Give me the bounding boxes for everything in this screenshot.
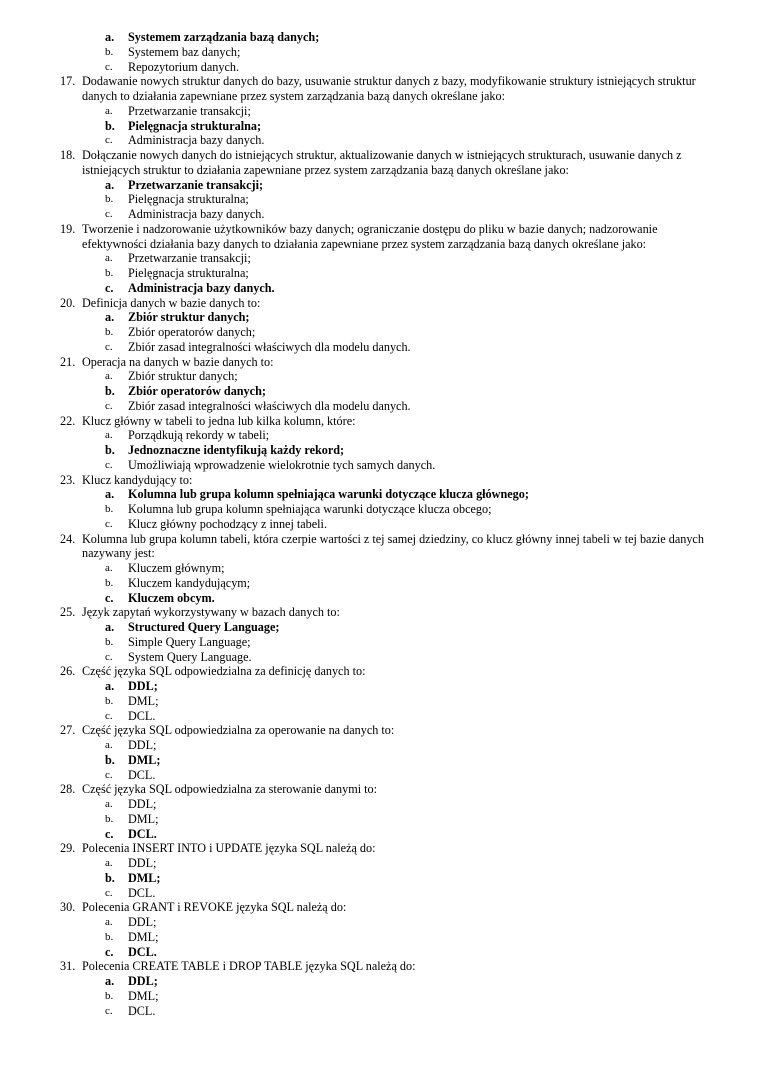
question-text: Klucz kandydujący to: (82, 472, 193, 487)
answer-text: DCL. (128, 885, 156, 900)
answer-label: a. (105, 252, 113, 265)
answer-option (0, 635, 760, 650)
question-number: 27. (60, 723, 76, 738)
question-number: 22. (60, 413, 76, 428)
answer-text: DDL; (128, 974, 158, 988)
answer-text: Jednoznaczne identyfikują każdy rekord; (128, 443, 345, 457)
answer-text: DDL; (128, 738, 157, 752)
answer-option-correct (0, 30, 760, 45)
answer-text: Przetwarzanie transakcji; (128, 251, 251, 266)
question-item (0, 148, 760, 178)
answer-option (0, 133, 760, 148)
question-item (0, 355, 760, 370)
answer-text: Klucz główny pochodzący z innej tabeli. (128, 516, 327, 531)
answer-option (0, 561, 760, 576)
answer-option (0, 207, 760, 222)
question-text: Tworzenie i nadzorowanie użytkowników bazy danych; ograniczanie dostępu do pliku w bazie danych; nadzorowanie efektywności działania bazy danych to działania zapewniane przez system zarządzania bazą danych określane jako: (82, 221, 658, 251)
question-number: 29. (60, 841, 76, 856)
answer-text: DML; (128, 752, 161, 767)
answer-text: DML; (128, 929, 159, 944)
answer-text: Umożliwiają wprowadzenie wielokrotnie tych samych danych. (128, 457, 436, 472)
answer-label: b. (105, 326, 114, 338)
answer-option-correct (0, 281, 760, 296)
answer-label: c. (105, 458, 113, 471)
answer-option (0, 650, 760, 665)
answer-label: c. (105, 944, 114, 959)
answer-text: Kolumna lub grupa kolumn spełniająca warunki dotyczące klucza głównego; (128, 487, 529, 502)
answer-text: Zbiór struktur danych; (128, 369, 238, 384)
answer-option (0, 104, 760, 119)
answer-text: Structured Query Language; (128, 620, 280, 634)
question-item (0, 414, 760, 429)
answer-label: a. (105, 177, 115, 192)
answer-option-correct (0, 591, 760, 606)
question-number: 20. (60, 295, 76, 310)
answer-option (0, 576, 760, 591)
answer-option (0, 989, 760, 1004)
question-item (0, 532, 760, 562)
answer-label: c. (105, 517, 113, 530)
answer-label: b. (105, 118, 115, 133)
answer-text: Pielęgnacja strukturalna; (128, 266, 249, 280)
question-text: Polecenia CREATE TABLE i DROP TABLE języka SQL należą do: (82, 959, 416, 974)
answer-text: Zbiór zasad integralności właściwych dla modelu danych. (128, 398, 411, 413)
question-item (0, 782, 760, 797)
answer-label: c. (105, 399, 113, 412)
answer-label: c. (105, 340, 113, 353)
answer-option (0, 797, 760, 812)
answer-label: a. (105, 974, 115, 988)
answer-option-correct (0, 871, 760, 886)
answer-option (0, 340, 760, 355)
answer-label: b. (105, 989, 114, 1002)
answer-option (0, 428, 760, 443)
answer-label: a. (105, 310, 115, 325)
question-item (0, 959, 760, 974)
answer-text: Kluczem głównym; (128, 561, 225, 575)
answer-option (0, 930, 760, 945)
question-number: 24. (60, 531, 76, 546)
question-item (0, 900, 760, 915)
answer-option-correct (0, 945, 760, 960)
question-text: Dodawanie nowych struktur danych do bazy, usuwanie struktur danych z bazy, modyfikowanie struktury istniejących struktur danych to działania zapewniane przez system zarządzania bazą danych określane jako: (82, 74, 696, 103)
answer-label: a. (105, 30, 115, 44)
answer-label: a. (105, 739, 113, 751)
question-item (0, 473, 760, 488)
answer-label: b. (105, 694, 114, 707)
answer-label: b. (105, 812, 114, 825)
answer-label: c. (105, 1004, 113, 1017)
question-text: Część języka SQL odpowiedzialna za operowanie na danych to: (82, 723, 395, 738)
answer-text: Kluczem kandydującym; (128, 575, 251, 590)
answer-label: a. (105, 487, 115, 502)
answer-label: c. (105, 886, 113, 899)
answer-label: b. (105, 576, 114, 589)
question-number: 17. (60, 74, 76, 89)
question-item (0, 222, 760, 252)
answer-text: Pielęgnacja strukturalna; (128, 192, 249, 207)
answer-option (0, 915, 760, 930)
answer-text: DDL; (128, 679, 158, 693)
answer-text: Administracja bazy danych. (128, 133, 265, 148)
answer-option (0, 812, 760, 827)
answer-label: a. (105, 104, 113, 117)
answer-text: Porządkują rekordy w tabeli; (128, 428, 270, 443)
answer-option (0, 856, 760, 871)
answer-text: Zbiór zasad integralności właściwych dla modelu danych. (128, 339, 411, 354)
question-item (0, 296, 760, 311)
answer-text: Simple Query Language; (128, 634, 251, 649)
answer-text: Zbiór operatorów danych; (128, 384, 266, 398)
question-text: Klucz główny w tabeli to jedna lub kilka kolumn, które: (82, 413, 356, 428)
answer-option (0, 458, 760, 473)
question-text: Część języka SQL odpowiedzialna za sterowanie danymi to: (82, 782, 377, 797)
answer-label: c. (105, 826, 114, 841)
answer-option (0, 45, 760, 60)
answer-label: a. (105, 562, 113, 574)
answer-text: Zbiór struktur danych; (128, 310, 250, 325)
answer-text: DDL; (128, 856, 157, 870)
question-item (0, 664, 760, 679)
answer-option-correct (0, 178, 760, 193)
answer-option (0, 325, 760, 340)
answer-label: c. (105, 590, 114, 605)
document-page (0, 30, 760, 1018)
answer-label: c. (105, 134, 113, 147)
answer-label: c. (105, 280, 114, 295)
answer-label: b. (105, 267, 114, 279)
question-number: 30. (60, 900, 76, 915)
answer-text: Kluczem obcym. (128, 590, 215, 605)
answer-text: Repozytorium danych. (128, 59, 240, 74)
question-number: 21. (60, 354, 76, 369)
answer-text: Systemem zarządzania bazą danych; (128, 30, 320, 44)
answer-option (0, 738, 760, 753)
question-number: 23. (60, 472, 76, 487)
answer-label: a. (105, 429, 113, 442)
answer-label: b. (105, 870, 115, 885)
answer-label: a. (105, 798, 113, 810)
answer-option (0, 60, 760, 75)
answer-text: Zbiór operatorów danych; (128, 325, 256, 339)
question-number: 19. (60, 221, 76, 236)
answer-option-correct (0, 974, 760, 989)
answer-option-correct (0, 384, 760, 399)
answer-text: Administracja bazy danych. (128, 280, 275, 295)
answer-label: b. (105, 503, 114, 515)
question-item (0, 74, 760, 104)
answer-option (0, 399, 760, 414)
answer-text: DML; (128, 811, 159, 826)
answer-label: c. (105, 768, 113, 781)
answer-text: DCL. (128, 767, 156, 782)
answer-label: c. (105, 709, 113, 722)
answer-option-correct (0, 620, 760, 635)
answer-option (0, 1004, 760, 1019)
answer-option-correct (0, 827, 760, 842)
question-number: 18. (60, 148, 76, 162)
answer-text: Administracja bazy danych. (128, 207, 265, 221)
question-number: 31. (60, 959, 76, 974)
answer-option-correct (0, 679, 760, 694)
answer-text: Przetwarzanie transakcji; (128, 177, 264, 192)
answer-option-correct (0, 487, 760, 502)
question-text: Dołączanie nowych danych do istniejących struktur, aktualizowanie danych w istniejących strukturach, usuwanie danych z istniejących struktur to działania zapewniane przez system zarządzania bazą danych określane jako: (82, 148, 682, 177)
question-item (0, 723, 760, 738)
question-number: 25. (60, 605, 76, 620)
answer-label: a. (105, 857, 113, 869)
answer-label: c. (105, 650, 113, 663)
answer-option (0, 502, 760, 517)
answer-option (0, 369, 760, 384)
answer-label: a. (105, 916, 113, 928)
answer-text: DCL. (128, 944, 157, 959)
answer-text: DCL. (128, 826, 157, 841)
question-text: Kolumna lub grupa kolumn tabeli, która czerpie wartości z tej samej dziedziny, co klucz główny innej tabeli w tej bazie danych nazywany jest: (82, 531, 704, 561)
answer-text: Pielęgnacja strukturalna; (128, 118, 262, 133)
question-item (0, 605, 760, 620)
question-text: Część języka SQL odpowiedzialna za definicję danych to: (82, 664, 366, 679)
question-text: Polecenia INSERT INTO i UPDATE języka SQL należą do: (82, 841, 376, 856)
question-item (0, 841, 760, 856)
answer-label: c. (105, 208, 113, 220)
question-text: Polecenia GRANT i REVOKE języka SQL należą do: (82, 900, 347, 915)
question-text: Język zapytań wykorzystywany w bazach danych to: (82, 605, 340, 620)
answer-label: b. (105, 443, 115, 457)
answer-label: b. (105, 930, 114, 943)
question-number: 28. (60, 782, 76, 797)
answer-label: b. (105, 635, 114, 648)
answer-text: DCL. (128, 1003, 156, 1018)
question-number: 26. (60, 664, 76, 679)
answer-option (0, 251, 760, 266)
answer-label: a. (105, 679, 115, 693)
answer-text: System Query Language. (128, 649, 252, 664)
answer-text: Systemem baz danych; (128, 44, 241, 59)
answer-label: c. (105, 60, 113, 73)
answer-text: DDL; (128, 915, 157, 929)
answer-option (0, 517, 760, 532)
answer-option-correct (0, 119, 760, 134)
answer-label: b. (105, 193, 114, 206)
answer-option-correct (0, 443, 760, 458)
answer-option (0, 768, 760, 783)
answer-option (0, 886, 760, 901)
answer-label: a. (105, 370, 113, 383)
question-text: Definicja danych w bazie danych to: (82, 295, 261, 310)
question-text: Operacja na danych w bazie danych to: (82, 354, 274, 369)
answer-option (0, 192, 760, 207)
answer-text: DML; (128, 693, 159, 708)
answer-text: Przetwarzanie transakcji; (128, 103, 251, 118)
answer-option (0, 266, 760, 281)
answer-label: b. (105, 384, 115, 398)
answer-text: Kolumna lub grupa kolumn spełniająca warunki dotyczące klucza obcego; (128, 502, 492, 516)
answer-text: DML; (128, 988, 159, 1003)
answer-label: a. (105, 620, 115, 634)
answer-text: DDL; (128, 797, 157, 811)
answer-option (0, 709, 760, 724)
answer-label: b. (105, 45, 114, 58)
answer-option-correct (0, 310, 760, 325)
answer-text: DCL. (128, 708, 156, 723)
answer-label: b. (105, 752, 115, 767)
answer-option (0, 694, 760, 709)
answer-option-correct (0, 753, 760, 768)
answer-text: DML; (128, 870, 161, 885)
